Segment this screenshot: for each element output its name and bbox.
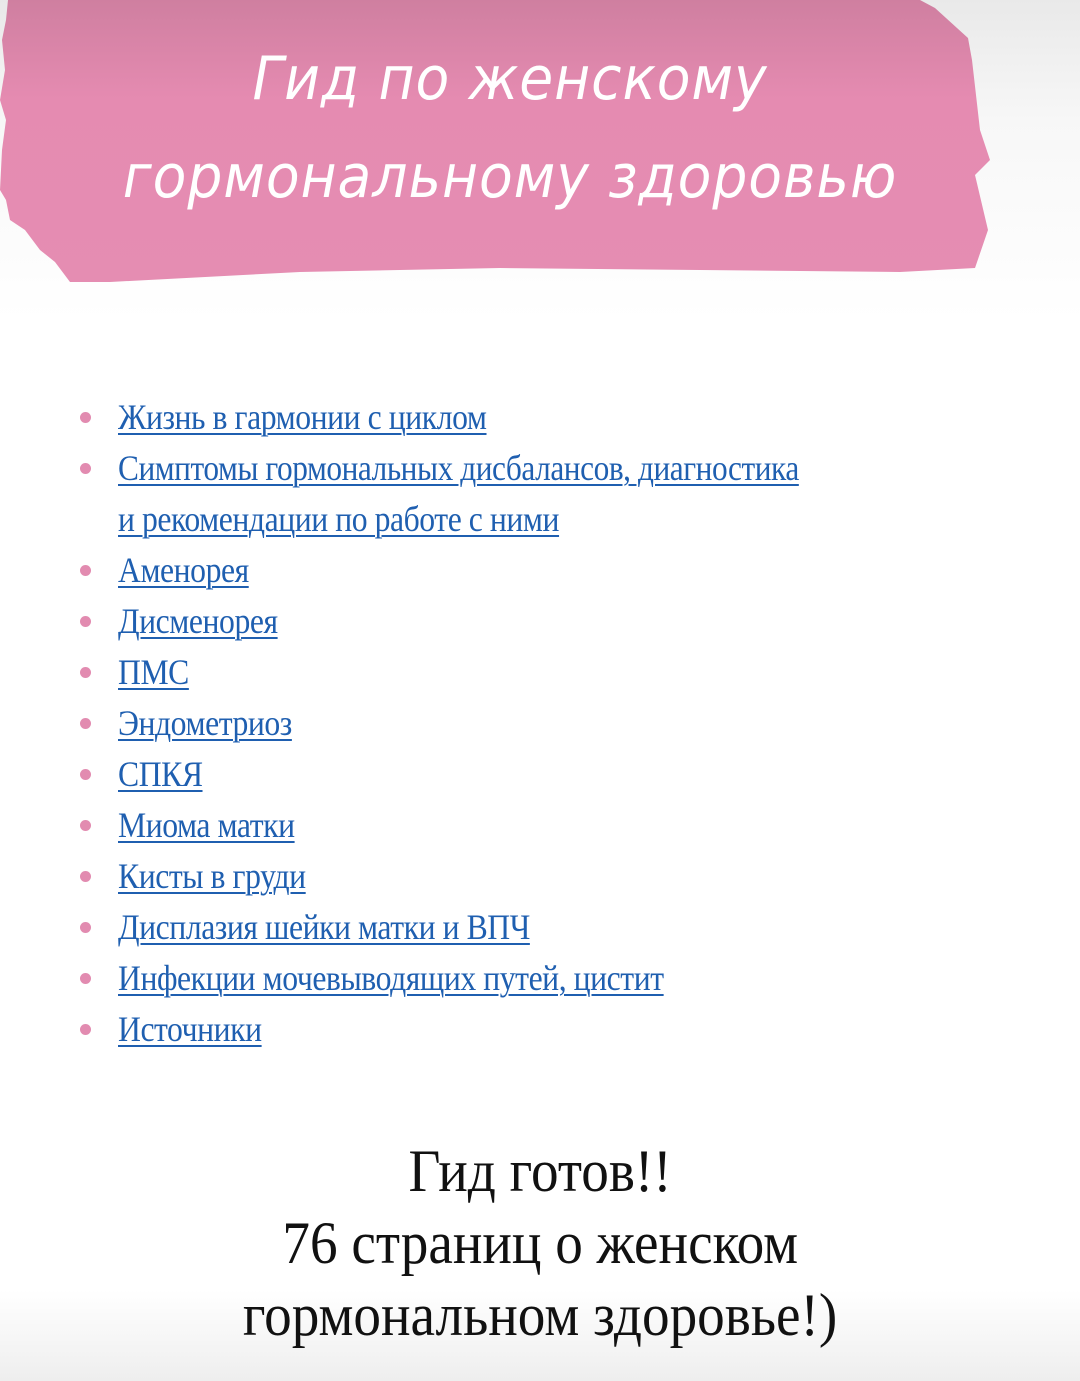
bullet-icon (80, 973, 91, 984)
bullet-icon (80, 718, 91, 729)
toc-link-dysmenorrhea[interactable]: Дисменорея (118, 601, 278, 641)
toc-link-pms[interactable]: ПМС (118, 652, 189, 692)
toc-link-breast-cysts[interactable]: Кисты в груди (118, 856, 306, 896)
toc-link-myoma[interactable]: Миома матки (118, 805, 295, 845)
bullet-icon (80, 463, 91, 474)
toc-item (72, 392, 1072, 443)
toc-item (72, 1004, 1072, 1055)
bullet-icon (80, 871, 91, 882)
table-of-contents (72, 392, 1072, 1055)
toc-item (72, 596, 1072, 647)
bullet-icon (80, 616, 91, 627)
bullet-icon (80, 1024, 91, 1035)
announcement-line2: 76 страниц о женском (282, 1210, 798, 1276)
announcement-line1: Гид готов!! (408, 1138, 672, 1204)
toc-item (72, 698, 1072, 749)
toc-item (72, 443, 1072, 545)
toc-item (72, 647, 1072, 698)
toc-item (72, 545, 1072, 596)
toc-link-amenorrhea[interactable]: Аменорея (118, 550, 249, 590)
toc-link-endometriosis[interactable]: Эндометриоз (118, 703, 292, 743)
announcement-text (0, 1135, 1080, 1351)
bullet-icon (80, 565, 91, 576)
toc-link-pcos[interactable]: СПКЯ (118, 754, 203, 794)
bullet-icon (80, 667, 91, 678)
banner-title (96, 30, 924, 226)
banner-title-line1: Гид по женскому (252, 44, 768, 114)
toc-link-dysplasia[interactable]: Дисплазия шейки матки и ВПЧ (118, 907, 530, 947)
bullet-icon (80, 769, 91, 780)
toc-link-symptoms-cont[interactable]: и рекомендации по работе с ними (118, 499, 560, 539)
toc-item (72, 800, 1072, 851)
toc-link-symptoms[interactable]: Симптомы гормональных дисбалансов, диагностика (118, 448, 799, 488)
toc-link-sources[interactable]: Источники (118, 1009, 262, 1049)
toc-link-cycle[interactable]: Жизнь в гармонии с циклом (118, 397, 487, 437)
toc-item (72, 902, 1072, 953)
toc-item (72, 851, 1072, 902)
toc-link-uti[interactable]: Инфекции мочевыводящих путей, цистит (118, 958, 664, 998)
bullet-icon (80, 820, 91, 831)
banner-title-line2: гормональному здоровью (122, 142, 898, 212)
announcement-line3: гормональном здоровье!) (242, 1282, 838, 1348)
bullet-icon (80, 412, 91, 423)
title-banner (0, 0, 1000, 290)
toc-item (72, 749, 1072, 800)
toc-item (72, 953, 1072, 1004)
bullet-icon (80, 922, 91, 933)
